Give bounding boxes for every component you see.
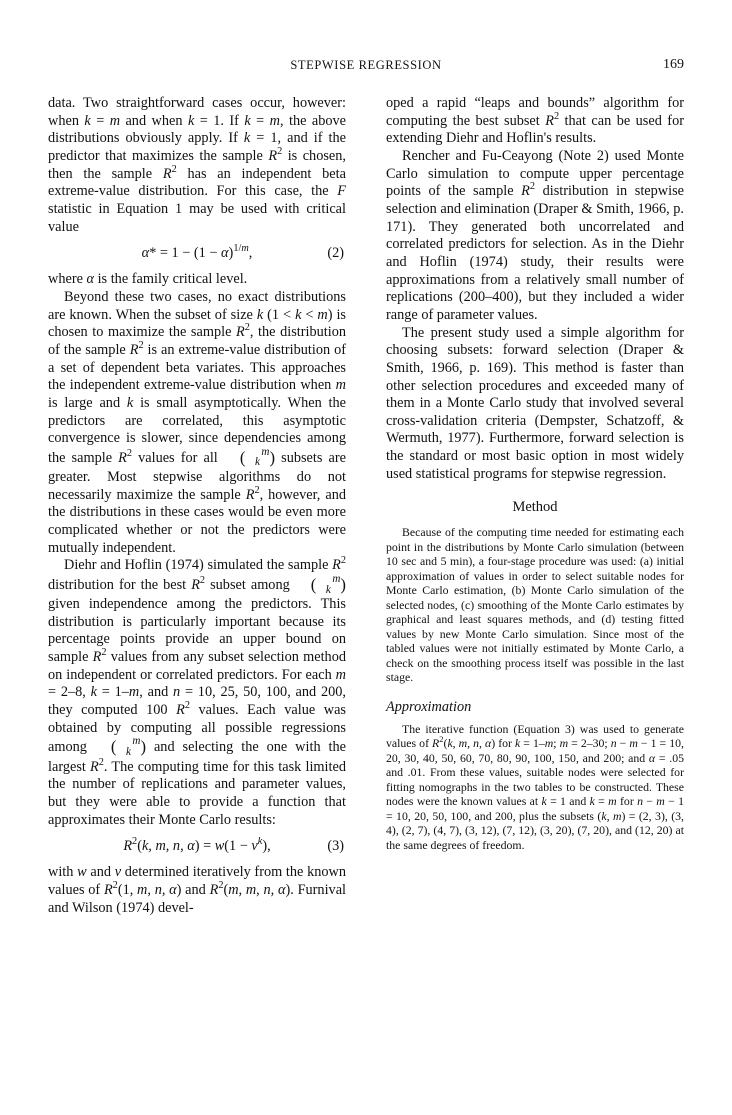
- paragraph-diehr-hoflin: Diehr and Hoflin (1974) simulated the sample $R^2$ distribution for the best $R^2$ subset among ( m k ) given independence among the predictors. This distribution is particularly important because its percentage points provide an upper bound on sample $R^2$ values from any subset selection method on independent or correlated predictors. For each m = 2–8, k = 1–m, and n = 10, 25, 50, 100, and 200, they computed 100 $R^2$ values. Each value was obtained by computing all possible regressions among ( m k ) and selecting the one with the largest $R^2$. The computing time for this task limited the number of replications and parameter values, but they were able to provide a function that approximates their Monte Carlo results:: [48, 555, 346, 828]
- equation-2-body: $\alpha* = 1 - (1 - \alpha)^{1/m}$,: [141, 243, 253, 262]
- equation-3: [48, 838, 346, 855]
- page-number: 169: [663, 57, 684, 72]
- equation-3-body: $R^2(k$, m, n, $\alpha) = w(1 - v^k)$,: [123, 836, 271, 855]
- paragraph-furnival-wilson: with w and v determined iteratively from the known values of $R^2(1$, m, n, α) and $R^2(m$, m, n, α). Furnival and Wilson (1974) devel-: [48, 864, 347, 916]
- approximation-body: [386, 722, 684, 853]
- paragraph-approximation: The iterative function (Equation 3) was used to generate values of $R^2(k$, m, n, α) for k = 1–m; m = 2–30; n − m − 1 = 10, 20, 30, 40, 50, 60, 70, 80, 90, 100, 150, and 200; and α = .05 and .01. From these values, suitable nodes were selected for fitting nomographs in the two tables to be constructed. These nodes were the known values at k = 1 and k = m for n − m − 1 = 10, 20, 50, 100, and 200, plus the subsets (k, m) = (2, 3), (3, 4), (2, 7), (4, 7), (3, 12), (7, 12), (3, 20), (7, 20), and (12, 20) at the same degrees of freedom.: [386, 721, 684, 852]
- right-column: [386, 95, 684, 917]
- paragraph-continuation: data. Two straightforward cases occur, however: when k = m and when k = 1. If k = m, the above distributions obviously apply. If k = 1, and if the predictor that maximizes the sample $R^2$ is chosen, then the sample $R^2$ has an independent beta extreme-value distribution. For this case, the F statistic in Equation 1 may be used with critical value: [48, 95, 347, 235]
- paragraph-present-study: The present study used a simple algorithm for choosing subsets: forward selection (Draper & Smith, 1966, p. 169). This method is faster than other selection procedures and exceeded many of them in a Monte Carlo study that involved several cross-validation criteria (Dempster, Schatzoff, & Wermuth, 1977). Furthermore, forward selection is the standard or most basic option in most widely used statistical programs for stepwise regression.: [386, 324, 684, 482]
- left-column: [48, 95, 346, 917]
- paragraph-rencher: Rencher and Fu-Ceayong (Note 2) used Monte Carlo simulation to compute upper percentage points of the sample $R^2$ distribution in stepwise selection and elimination (Draper & Smith, 1966, p. 171). They generated both uncorrelated and correlated predictors for selection. As in the Diehr and Hoflin (1974) study, their results were approximations from a relatively small number of replications (200–400), but they included a wider range of parameter values.: [386, 147, 685, 323]
- equation-2-number: (2): [327, 245, 344, 262]
- section-heading-method: Method: [512, 499, 558, 516]
- paragraph-leaps-bounds: oped a rapid “leaps and bounds” algorithm for computing the best subset $R^2$ that can be used for extending Diehr and Hoflin's results.: [386, 95, 684, 147]
- page-header: [48, 58, 684, 76]
- running-head: STEPWISE REGRESSION: [290, 58, 442, 72]
- method-body: [386, 525, 684, 685]
- equation-2: [48, 245, 346, 262]
- paragraph-alpha-def: where α is the family critical level.: [48, 271, 248, 288]
- paragraph-distributions: Beyond these two cases, no exact distributions are known. When the subset of size k (1 < k < m) is chosen to maximize the sample $R^2$, the distribution of the sample $R^2$ is an extreme-value distribution of a set of dependent beta variates. This approaches the independent extreme-value distribution when m is large and k is small asymptotically. When the predictors are correlated, this asymptotic convergence is slower, since dependencies among the sample $R^2$ values for all ( m k ) subsets are greater. Most stepwise algorithms do not necessarily maximize the sample $R^2$, however, and the distributions in these cases would be even more complicated whether or not the predictors were mutually independent.: [48, 288, 346, 556]
- paragraph-method-procedure: Because of the computing time needed for estimating each point in the distributions by Monte Carlo simulation (between 10 sec and 5 min), a four-stage procedure was used: (a) initial approximation of values in order to select suitable nodes for Monte Carlo estimation, (b) Monte Carlo simulation of the selected nodes, (c) smoothing of the Monte Carlo estimates by graphical and least squares methods, and (d) testing fitted values by new Monte Carlo simulation. Since most of the tabled values were not initially estimated by Monte Carlo, a check on the smoothing process itself was possible in the last stage.: [386, 525, 684, 685]
- subsection-heading-approximation: Approximation: [386, 698, 472, 715]
- two-column-body: [48, 95, 684, 917]
- equation-3-number: (3): [327, 838, 344, 855]
